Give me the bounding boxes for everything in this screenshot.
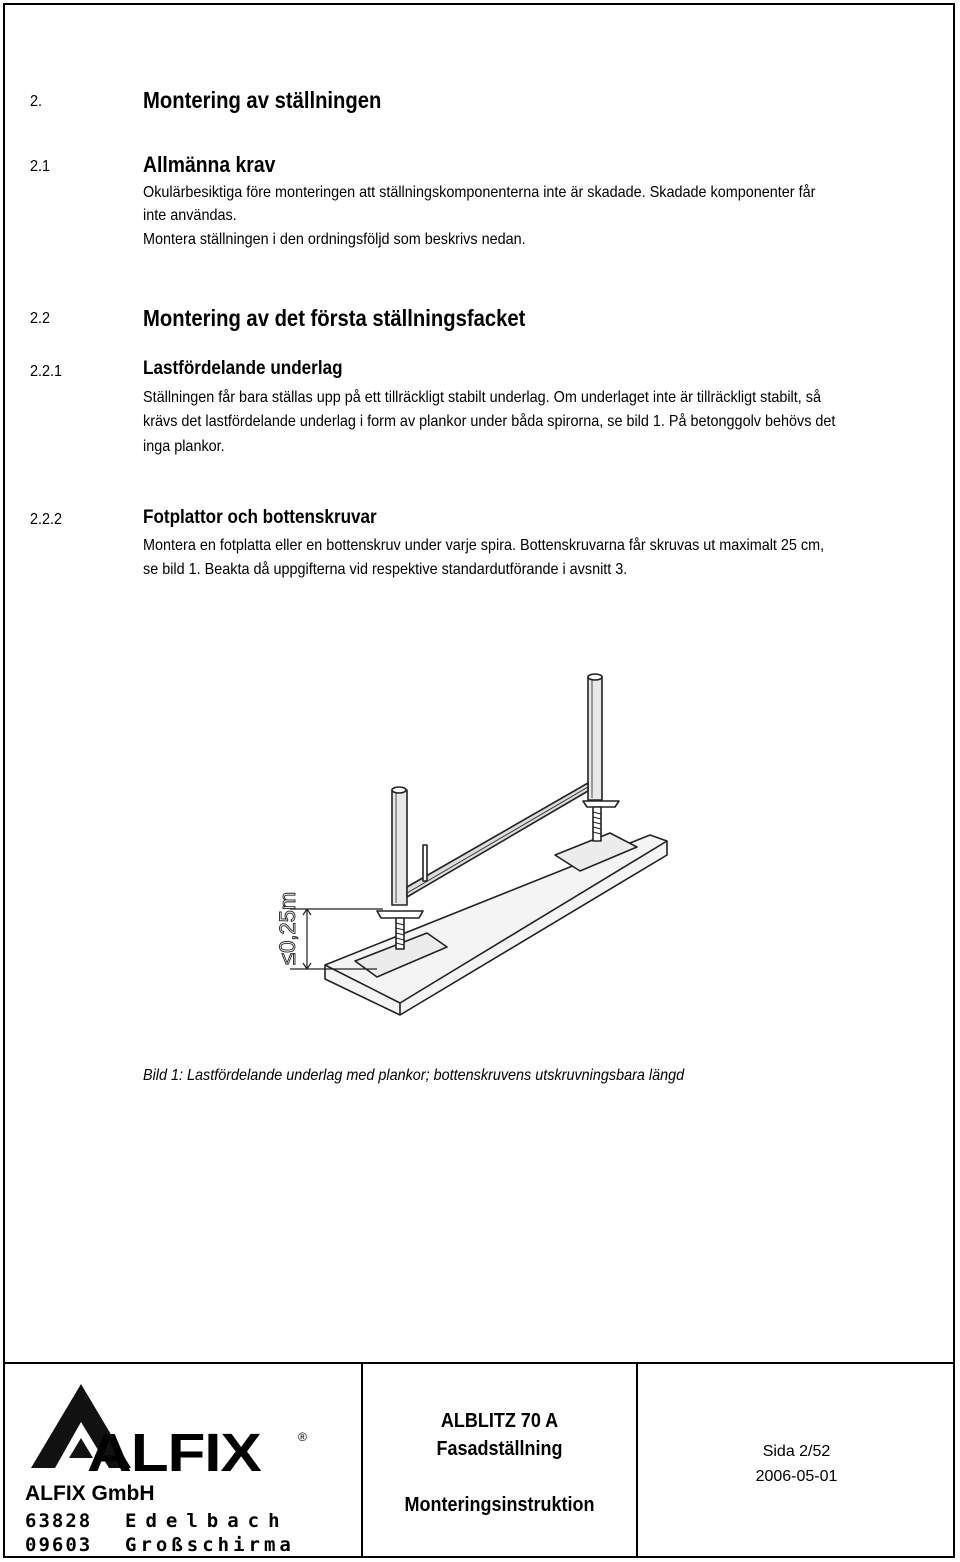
- section-title: Lastfördelande underlag: [143, 358, 343, 379]
- section-title: Allmänna krav: [143, 152, 276, 177]
- paragraph-line: Montera ställningen i den ordningsföljd som beskrivs nedan.: [143, 231, 526, 248]
- page-number: Sida 2/52: [762, 1443, 831, 1460]
- paragraph-line: inga plankor.: [143, 438, 225, 455]
- logo-company: ALFIX GmbH: [25, 1482, 155, 1505]
- logo-city-1: Edelbach: [125, 1510, 289, 1532]
- paragraph-line: krävs det lastfördelande underlag i form av plankor under båda spirorna, se bild 1. På betonggolv behövs det: [143, 413, 836, 430]
- product-type: Fasadställning: [436, 1438, 563, 1460]
- dimension-label: ≤0,25m: [275, 891, 300, 965]
- paragraph-line: inte användas.: [143, 207, 237, 224]
- logo-city-2: Großschirma: [125, 1534, 295, 1556]
- section-title: Montering av det första ställningsfacket: [143, 305, 526, 331]
- section-number: 2.1: [30, 158, 51, 175]
- logo-zip-2: 09603: [25, 1534, 93, 1556]
- section-number: 2.2.2: [30, 511, 63, 528]
- scaffold-base-figure: [255, 665, 705, 1035]
- logo-zip-1: 63828: [25, 1510, 93, 1532]
- section-number: 2.2: [30, 310, 51, 327]
- paragraph-line: Montera en fotplatta eller en bottenskruv under varje spira. Bottenskruvarna får skruvas ut maximalt 25 cm,: [143, 537, 825, 554]
- paragraph-line: Okulärbesiktiga före monteringen att ställningskomponenterna inte är skadade. Skadade komponenter får: [143, 184, 816, 201]
- product-name: ALBLITZ 70 A: [440, 1410, 559, 1432]
- footer: [3, 1362, 955, 1558]
- figure-caption: Bild 1: Lastfördelande underlag med plankor; bottenskruvens utskruvningsbara längd: [143, 1067, 685, 1084]
- registered-icon: ®: [298, 1430, 307, 1444]
- standard-tube-right: [588, 677, 602, 800]
- company-logo: [3, 1364, 361, 1558]
- section-number: 2.2.1: [30, 363, 63, 380]
- section-title: Montering av ställningen: [143, 87, 382, 113]
- paragraph-line: se bild 1. Beakta då uppgifterna vid respektive standardutförande i avsnitt 3.: [143, 561, 628, 578]
- plank: [325, 835, 667, 1015]
- paragraph-line: Ställningen får bara ställas upp på ett tillräckligt stabilt underlag. Om underlaget inte är tillräckligt stabilt, så: [143, 389, 821, 406]
- doc-date: 2006-05-01: [755, 1468, 838, 1485]
- footer-product: [363, 1364, 636, 1558]
- section-number: 2.: [30, 93, 43, 110]
- section-title: Fotplattor och bottenskruvar: [143, 507, 377, 528]
- logo-brand: ALFIX: [87, 1423, 261, 1483]
- footer-page-info: [638, 1364, 955, 1558]
- standard-tube-left: [392, 790, 407, 905]
- doc-type: Monteringsinstruktion: [404, 1494, 595, 1516]
